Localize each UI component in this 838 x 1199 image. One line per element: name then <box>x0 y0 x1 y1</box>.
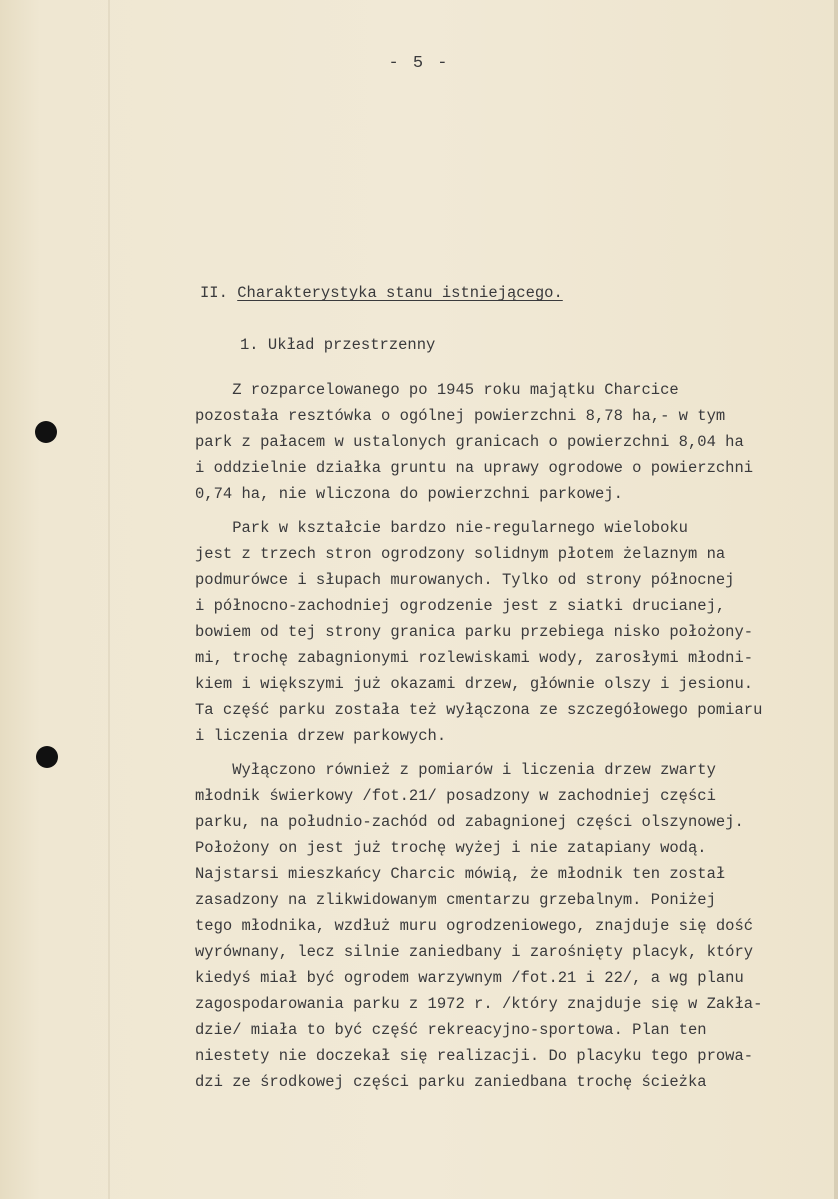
text-line: podmurówce i słupach murowanych. Tylko od strony północnej <box>195 571 735 589</box>
section-numeral: II. <box>200 284 228 302</box>
text-line: park z pałacem w ustalonych granicach o powierzchni 8,04 ha <box>195 433 744 451</box>
paper-fold <box>108 0 110 1199</box>
text-line: i północno-zachodniej ogrodzenie jest z siatki drucianej, <box>195 597 726 615</box>
page-number: - 5 - <box>388 54 450 73</box>
text-line: 0,74 ha, nie wliczona do powierzchni parkowej. <box>195 485 623 503</box>
text-line: jest z trzech stron ogrodzony solidnym płotem żelaznym na <box>195 545 726 563</box>
text-line: Z rozparcelowanego po 1945 roku majątku Charcice <box>195 381 679 399</box>
paper-edge <box>834 0 838 1199</box>
text-line: Wyłączono również z pomiarów i liczenia drzew zwarty <box>195 761 716 779</box>
text-line: Najstarsi mieszkańcy Charcic mówią, że młodnik ten został <box>195 865 726 883</box>
text-line: Park w kształcie bardzo nie-regularnego wieloboku <box>195 519 688 537</box>
subsection-heading: 1. Układ przestrzenny <box>240 336 436 354</box>
punch-hole-bottom <box>36 746 58 768</box>
text-line: dzi ze środkowej części parku zaniedbana trochę ścieżka <box>195 1073 707 1091</box>
text-line: Ta część parku została też wyłączona ze szczegółowego pomiaru <box>195 701 763 719</box>
text-line: zasadzony na zlikwidowanym cmentarzu grzebalnym. Poniżej <box>195 891 716 909</box>
text-line: parku, na południo-zachód od zabagnionej części olszynowej. <box>195 813 744 831</box>
text-line: kiedyś miał być ogrodem warzywnym /fot.21 i 22/, a wg planu <box>195 969 744 987</box>
text-line: zagospodarowania parku z 1972 r. /który znajduje się w Zakła- <box>195 995 763 1013</box>
text-line: kiem i większymi już okazami drzew, głównie olszy i jesionu. <box>195 675 754 693</box>
text-line: dzie/ miała to być część rekreacyjno-sportowa. Plan ten <box>195 1021 707 1039</box>
text-line: młodnik świerkowy /fot.21/ posadzony w zachodniej części <box>195 787 716 805</box>
text-line: wyrównany, lecz silnie zaniedbany i zarośnięty placyk, który <box>195 943 754 961</box>
punch-hole-top <box>35 421 57 443</box>
text-line: niestety nie doczekał się realizacji. Do placyku tego prowa- <box>195 1047 754 1065</box>
text-line: tego młodnika, wzdłuż muru ogrodzeniowego, znajduje się dość <box>195 917 754 935</box>
text-line: pozostała resztówka o ogólnej powierzchni 8,78 ha,- w tym <box>195 407 726 425</box>
text-line: mi, trochę zabagnionymi rozlewiskami wody, zarosłymi młodni- <box>195 649 754 667</box>
section-heading <box>200 284 563 302</box>
text-line: i oddzielnie działka gruntu na uprawy ogrodowe o powierzchni <box>195 459 754 477</box>
text-line: Położony on jest już trochę wyżej i nie zatapiany wodą. <box>195 839 707 857</box>
text-line: bowiem od tej strony granica parku przebiega nisko położony- <box>195 623 754 641</box>
text-line: i liczenia drzew parkowych. <box>195 727 447 745</box>
section-title: Charakterystyka stanu istniejącego. <box>237 284 563 302</box>
